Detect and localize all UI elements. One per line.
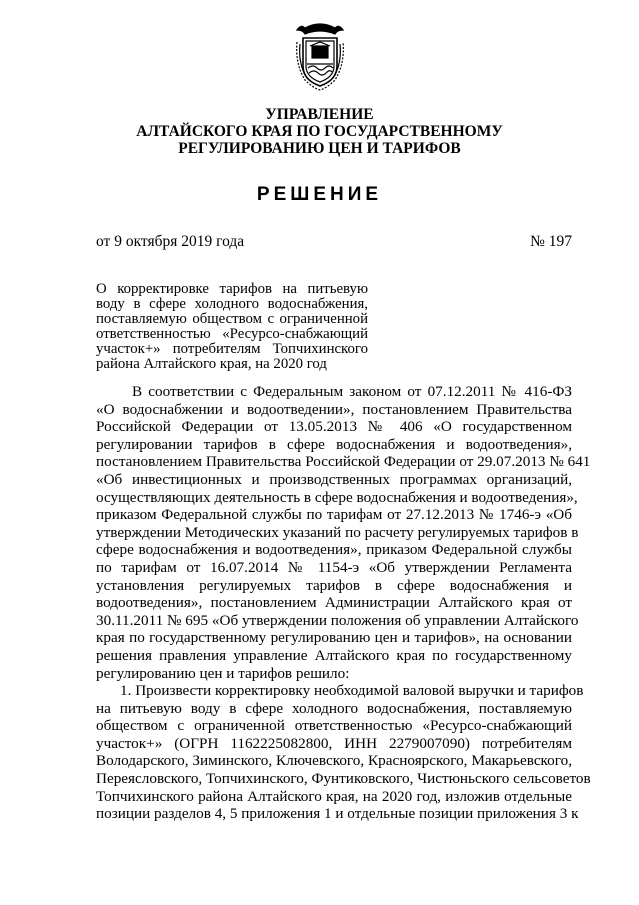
subject-line: О корректировке тарифов на питьевую bbox=[96, 281, 368, 297]
body-line: 1. Произвести корректировку необходимой валовой выручки и тарифов bbox=[120, 682, 584, 700]
coat-of-arms-icon bbox=[293, 20, 347, 92]
body-line: участок+» (ОГРН 1162225082800, ИНН 2279007090) потребителям bbox=[96, 734, 572, 752]
subject-line: воду в сфере холодного водоснабжения, bbox=[96, 296, 368, 312]
body-line: Топчихинского района Алтайского края, на 2020 год, изложив отдельные bbox=[96, 787, 572, 805]
body-line: Володарского, Зиминского, Ключевского, Красноярского, Макарьевского, bbox=[96, 752, 572, 770]
body-line: по тарифам от 16.07.2014 № 1154-э «Об утверждении Регламента bbox=[96, 558, 572, 576]
body-line: Переясловского, Топчихинского, Фунтиковского, Чистюньского сельсоветов bbox=[96, 770, 591, 788]
body-line: решения правления управление Алтайского края по государственному bbox=[96, 646, 572, 664]
org-line: АЛТАЙСКОГО КРАЯ ПО ГОСУДАРСТВЕННОМУ bbox=[136, 123, 503, 140]
body-line: регулированию цен и тарифов решило: bbox=[96, 664, 350, 682]
body-line: 30.11.2011 № 695 «Об утверждении положения об управлении Алтайского bbox=[96, 611, 579, 629]
document-subject bbox=[96, 282, 368, 372]
body-line: постановлением Правительства Российской Федерации от 29.07.2013 № 641 bbox=[96, 453, 591, 471]
body-line: позиции разделов 4, 5 приложения 1 и отдельные позиции приложения 3 к bbox=[96, 805, 579, 823]
document-number: № 197 bbox=[530, 233, 572, 250]
document-title: РЕШЕНИЕ bbox=[256, 184, 383, 205]
body-line: В соответствии с Федеральным законом от 07.12.2011 № 416-ФЗ bbox=[132, 383, 572, 400]
body-line: регулировании тарифов в сфере водоснабжения и водоотведения», bbox=[96, 435, 572, 453]
body-line: утверждении Методических указаний по расчету регулируемых тарифов в bbox=[96, 523, 579, 541]
body-line: осуществляющих деятельность в сфере водоснабжения и водоотведения», bbox=[96, 488, 578, 506]
body-line: Российской Федерации от 13.05.2013 № 406 «О государственном bbox=[96, 418, 572, 436]
subject-line: поставляемую обществом с ограниченной bbox=[96, 311, 368, 327]
document-body bbox=[96, 383, 591, 823]
org-line: УПРАВЛЕНИЕ bbox=[265, 106, 374, 123]
body-line: водоотведения», постановлением Администрации Алтайского края от bbox=[96, 594, 572, 612]
body-line: установления регулируемых тарифов в сфере водоснабжения и bbox=[96, 576, 572, 594]
subject-line: ответственностью «Ресурсо-снабжающий bbox=[96, 326, 368, 342]
organization-name bbox=[0, 106, 639, 157]
body-line: края по государственному регулированию цен и тарифов», на основании bbox=[96, 629, 572, 647]
subject-line: района Алтайского края, на 2020 год bbox=[96, 356, 327, 372]
org-line: РЕГУЛИРОВАНИЮ ЦЕН И ТАРИФОВ bbox=[178, 140, 461, 157]
body-line: «О водоснабжении и водоотведении», постановлением Правительства bbox=[96, 400, 572, 418]
body-line: приказом Федеральной службы по тарифам от 27.12.2013 № 1746-э «Об bbox=[96, 506, 572, 524]
body-line: на питьевую воду в сфере холодного водоснабжения, поставляемую bbox=[96, 699, 572, 717]
document-date: от 9 октября 2019 года bbox=[96, 233, 245, 250]
subject-line: участок+» потребителям Топчихинского bbox=[96, 341, 368, 357]
body-line: сфере водоснабжения и водоотведения», приказом Федеральной службы bbox=[96, 541, 572, 559]
body-line: «Об инвестиционных и производственных программах организаций, bbox=[96, 470, 572, 488]
body-line: обществом с ограниченной ответственностью «Ресурсо-снабжающий bbox=[96, 717, 572, 735]
